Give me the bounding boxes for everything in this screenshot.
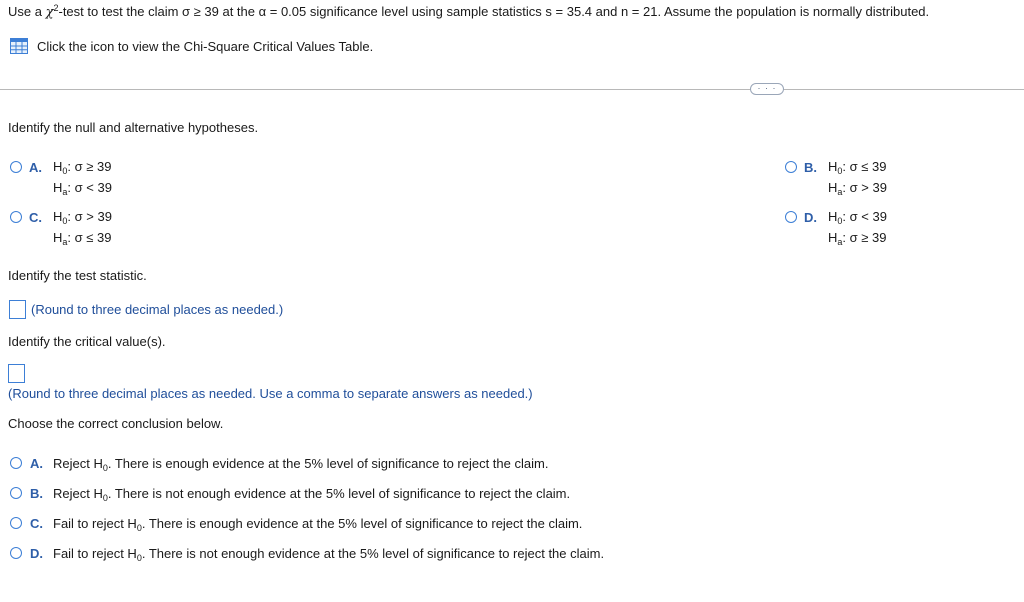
conclusion-option-d-radio[interactable] xyxy=(10,547,22,559)
conclusion-option-c-text: Fail to reject $H_0$. There is enough evidence at the 5% level of significance to reject the claim. xyxy=(53,516,583,533)
conclusion-prompt: Choose the correct conclusion below. xyxy=(8,416,224,431)
conclusion-option-c-radio[interactable] xyxy=(10,517,22,529)
hypothesis-option-a-letter: A. xyxy=(29,160,42,175)
critical-values-hint: (Round to three decimal places as needed. Use a comma to separate answers as needed.) xyxy=(8,386,533,401)
test-statistic-hint: (Round to three decimal places as needed.) xyxy=(31,302,284,317)
hypothesis-option-d-letter: D. xyxy=(804,210,817,225)
conclusion-option-c-letter: C. xyxy=(30,516,43,531)
conclusion-option-a-letter: A. xyxy=(30,456,43,471)
conclusion-option-b-letter: B. xyxy=(30,486,43,501)
section-divider xyxy=(0,89,1024,90)
more-button[interactable]: · · · xyxy=(750,83,784,95)
hypothesis-option-d-radio[interactable] xyxy=(785,211,797,223)
critical-values-input[interactable] xyxy=(8,364,25,383)
conclusion-option-d-letter: D. xyxy=(30,546,43,561)
test-statistic-input[interactable] xyxy=(9,300,26,319)
conclusion-option-a-radio[interactable] xyxy=(10,457,22,469)
hypothesis-option-c-h0: $H_0$: σ > 39 xyxy=(53,209,112,226)
hypothesis-option-d-h0: $H_0$: σ < 39 xyxy=(828,209,887,226)
test-statistic-prompt: Identify the test statistic. xyxy=(8,268,147,283)
question-text: Use a $\chi^2$-test to test the claim σ ≥ 39 at the α = 0.05 significance level using sample statistics s = 35.4 and n = 21. Assume the population is normally distributed. xyxy=(8,3,930,20)
conclusion-option-b-radio[interactable] xyxy=(10,487,22,499)
critical-values-prompt: Identify the critical value(s). xyxy=(8,334,166,349)
chi-symbol: χ xyxy=(45,5,54,20)
hypothesis-option-c-radio[interactable] xyxy=(10,211,22,223)
conclusion-option-b-text: Reject $H_0$. There is not enough evidence at the 5% level of significance to reject the claim. xyxy=(53,486,571,503)
hypothesis-option-c-ha: $H_a$: σ ≤ 39 xyxy=(53,230,112,247)
hypothesis-option-b-ha: $H_a$: σ > 39 xyxy=(828,180,887,197)
hypothesis-option-c-letter: C. xyxy=(29,210,42,225)
hypothesis-option-a-ha: $H_a$: σ < 39 xyxy=(53,180,112,197)
hypothesis-option-b-radio[interactable] xyxy=(785,161,797,173)
hypothesis-option-a-h0: $H_0$: σ ≥ 39 xyxy=(53,159,112,176)
hypothesis-option-d-ha: $H_a$: σ ≥ 39 xyxy=(828,230,887,247)
hypothesis-option-a-radio[interactable] xyxy=(10,161,22,173)
hypothesis-option-b-letter: B. xyxy=(804,160,817,175)
conclusion-option-a-text: Reject $H_0$. There is enough evidence at the 5% level of significance to reject the claim. xyxy=(53,456,549,473)
table-link[interactable]: Click the icon to view the Chi-Square Critical Values Table. xyxy=(37,39,374,54)
conclusion-option-d-text: Fail to reject $H_0$. There is not enough evidence at the 5% level of significance to reject the claim. xyxy=(53,546,605,563)
table-icon[interactable] xyxy=(10,38,28,54)
hypotheses-prompt: Identify the null and alternative hypotheses. xyxy=(8,120,259,135)
hypothesis-option-b-h0: $H_0$: σ ≤ 39 xyxy=(828,159,887,176)
